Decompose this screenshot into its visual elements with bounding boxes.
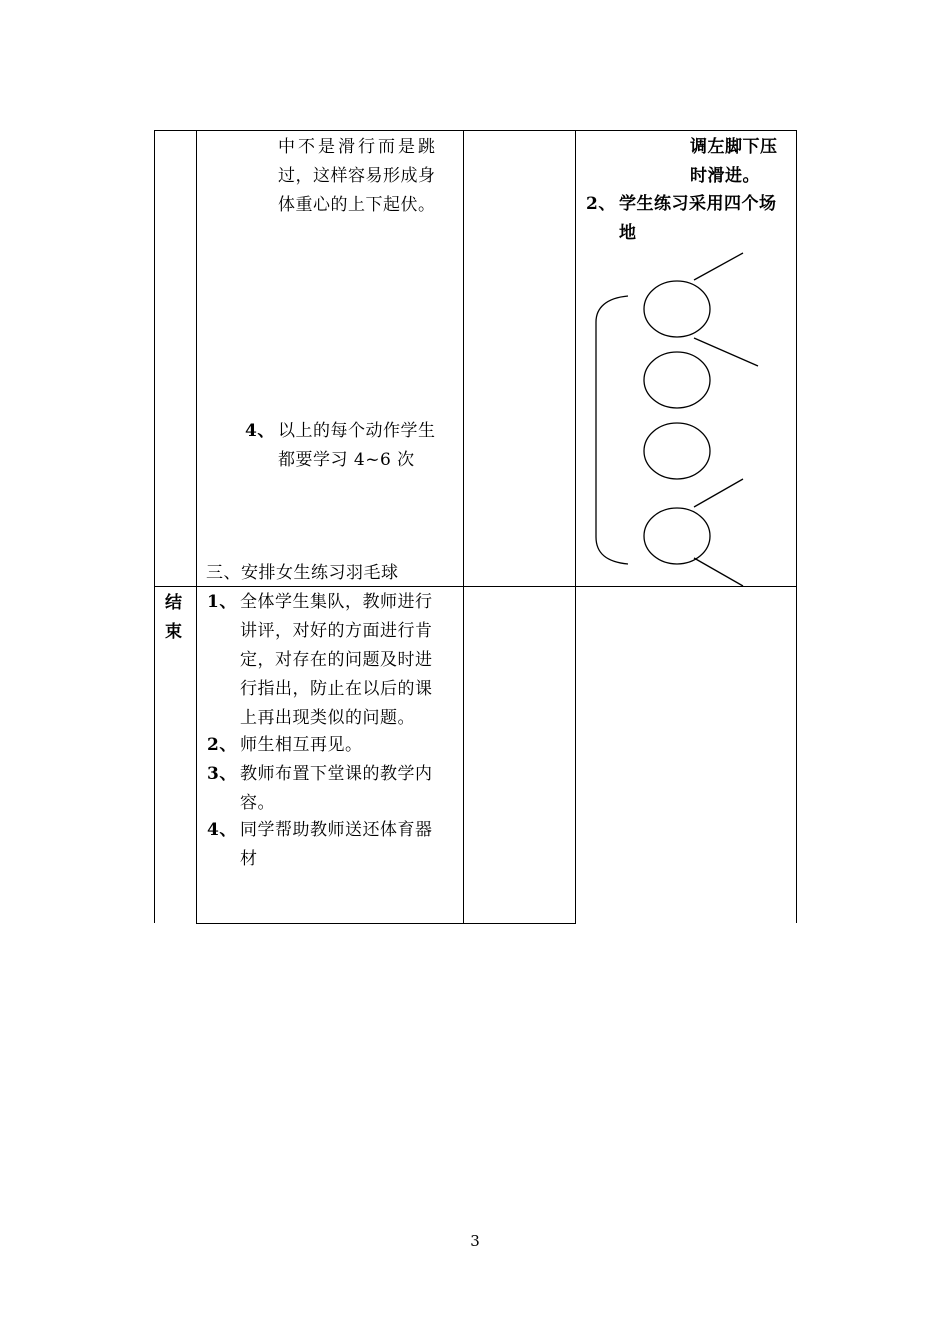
pointer-line-4 xyxy=(694,558,743,586)
item4-line-2: 都要学习 4~6 次 xyxy=(278,450,415,470)
end-label-char-1: 结 xyxy=(165,593,183,613)
end-item-4-number: 4、 xyxy=(207,820,237,840)
content-line-2: 过，这样容易形成身 xyxy=(278,166,436,186)
end-item-1-line-1: 全体学生集队，教师进行 xyxy=(240,592,433,612)
item4-line-1: 以上的每个动作学生 xyxy=(278,421,436,441)
end-item-3-line-1: 教师布置下堂课的教学内 xyxy=(240,764,433,784)
pointer-line-2 xyxy=(694,338,758,366)
pointer-line-3 xyxy=(694,479,743,507)
end-item-3-line-2: 容。 xyxy=(240,793,275,813)
end-item-1-line-4: 行指出，防止在以后的课 xyxy=(240,679,433,699)
end-item-1-line-3: 定，对存在的问题及时进 xyxy=(240,650,433,670)
court-circle-1 xyxy=(644,281,710,337)
page-number: 3 xyxy=(470,1232,480,1250)
end-item-1-line-5: 上再出现类似的问题。 xyxy=(240,708,415,728)
court-circle-3 xyxy=(644,423,710,479)
end-item-2-number: 2、 xyxy=(207,735,237,755)
item4-number: 4、 xyxy=(245,421,275,441)
end-item-1-number: 1、 xyxy=(207,592,237,612)
court-circle-4 xyxy=(644,508,710,564)
end-item-3-number: 3、 xyxy=(207,764,237,784)
section-3-heading: 三、安排女生练习羽毛球 xyxy=(206,563,399,583)
right-line-2: 时滑进。 xyxy=(690,166,760,186)
group-bracket xyxy=(596,296,628,564)
right-item2-line-2: 地 xyxy=(619,223,637,243)
court-circle-2 xyxy=(644,352,710,408)
right-item2-number: 2、 xyxy=(586,194,616,214)
content-line-3: 体重心的上下起伏。 xyxy=(278,195,436,215)
right-line-1: 调左脚下压 xyxy=(690,137,778,157)
end-item-1-line-2: 讲评，对好的方面进行肯 xyxy=(240,621,433,641)
right-item2-line-1: 学生练习采用四个场 xyxy=(619,194,777,214)
end-item-4-line-1: 同学帮助教师送还体育器 xyxy=(240,820,433,840)
content-line-1: 中不是滑行而是跳 xyxy=(278,137,438,157)
end-item-2-line-1: 师生相互再见。 xyxy=(240,735,363,755)
end-label-char-2: 束 xyxy=(165,622,183,642)
end-item-4-line-2: 材 xyxy=(240,849,258,869)
pointer-line-1 xyxy=(694,253,743,280)
